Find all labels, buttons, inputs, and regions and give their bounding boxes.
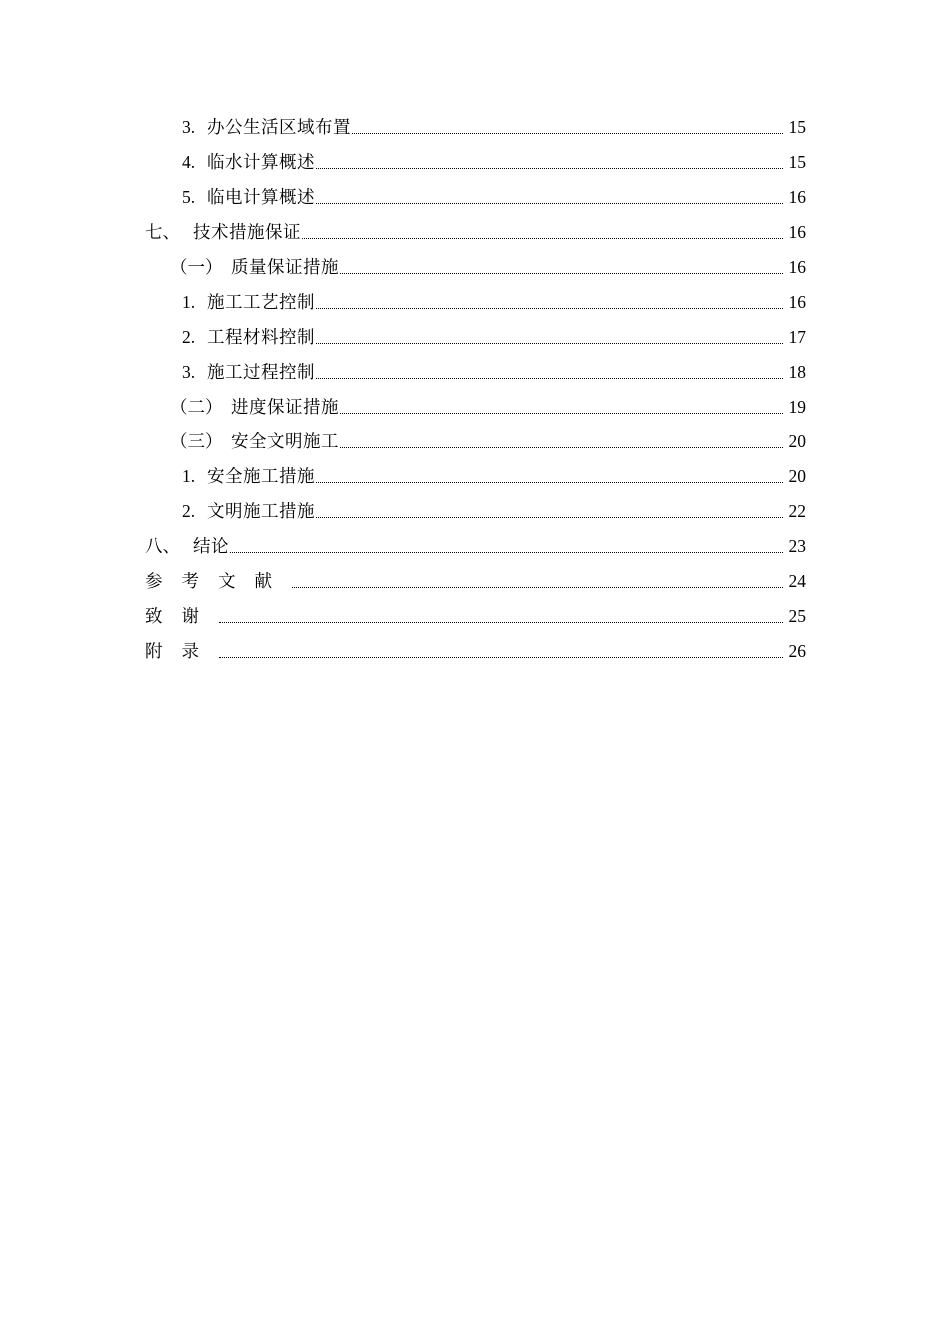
toc-entry[interactable] [0,284,950,319]
dot-leader [316,361,783,383]
toc-entry-page: 22 [788,501,806,522]
toc-entry-title: 文明施工措施 [207,501,315,522]
dot-leader [316,500,783,522]
toc-entry-page: 16 [788,257,806,277]
toc-entry-title: 办公生活区域布置 [207,117,351,138]
toc-entry-page: 18 [788,361,806,382]
toc-entry-title: 结论 [193,536,229,557]
toc-entry-page: 17 [788,326,806,347]
toc-entry[interactable] [0,110,950,145]
dot-leader [219,640,783,662]
toc-entry[interactable] [0,459,950,494]
toc-entry-page: 19 [788,396,806,417]
toc-entry-title: 临水计算概述 [207,152,315,173]
toc-entry-page: 26 [788,640,806,661]
toc-entry[interactable] [0,494,950,529]
toc-entry-page: 23 [788,536,806,557]
toc-entry-page: 25 [788,605,806,626]
toc-entry-title: 安全施工措施 [207,466,315,487]
toc-entry-number: 2. [182,326,196,347]
dot-leader [316,326,783,348]
dot-leader [230,535,783,557]
toc-entry-title: 质量保证措施 [231,257,339,277]
toc-entry-number: 5. [182,187,196,208]
toc-entry[interactable] [0,389,950,424]
toc-entry-title: 技术措施保证 [193,222,301,243]
toc-entry[interactable] [0,424,950,459]
toc-entry-title: 附录 [145,640,218,661]
toc-entry-page: 20 [788,466,806,487]
toc-entry-page: 15 [788,117,806,138]
toc-entry[interactable] [0,354,950,389]
toc-entry-number: 1. [182,291,196,312]
toc-entry-title: 临电计算概述 [207,187,315,208]
toc-entry-number: （一） [170,257,223,277]
toc-entry-title: 安全文明施工 [231,431,339,452]
dot-leader [340,430,783,452]
dot-leader [302,221,783,243]
toc-entry-page: 16 [788,187,806,208]
toc-entry[interactable] [0,633,950,668]
toc-entry-page: 16 [788,222,806,243]
toc-entry-number: 八、 [145,536,180,557]
toc-entry[interactable] [0,180,950,215]
dot-leader [316,291,783,313]
toc-entry-page: 24 [788,571,806,592]
toc-entry[interactable] [0,564,950,599]
toc-entry-title: 致谢 [145,605,218,626]
dot-leader [340,396,783,418]
toc-entry-title: 参考文献 [145,571,291,592]
toc-entry-title: 进度保证措施 [231,396,339,417]
toc-entry-page: 20 [788,431,806,452]
toc-entry[interactable] [0,598,950,633]
toc-entry[interactable] [0,319,950,354]
toc-entry-number: 3. [182,117,196,138]
dot-leader [352,116,783,138]
dot-leader [316,151,783,173]
toc-entry-number: （二） [170,396,223,417]
toc-entry-title: 施工工艺控制 [207,291,315,312]
toc-entry-page: 15 [788,152,806,173]
toc-entry-number: 七、 [145,222,180,243]
toc-entry[interactable] [0,250,950,285]
dot-leader [316,465,783,487]
toc-entry-number: 3. [182,361,196,382]
toc-entry-number: （三） [170,431,223,452]
toc-entry[interactable] [0,529,950,564]
dot-leader [292,570,783,592]
toc-entry-number: 1. [182,466,196,487]
toc-entry[interactable] [0,215,950,250]
toc-entry-number: 4. [182,152,196,173]
dot-leader [219,605,783,627]
dot-leader [316,186,783,208]
toc-entry[interactable] [0,145,950,180]
dot-leader [340,256,783,278]
toc-entry-number: 2. [182,501,196,522]
toc-entry-title: 施工过程控制 [207,361,315,382]
toc-entry-page: 16 [788,291,806,312]
table-of-contents [0,110,950,668]
toc-entry-title: 工程材料控制 [207,326,315,347]
